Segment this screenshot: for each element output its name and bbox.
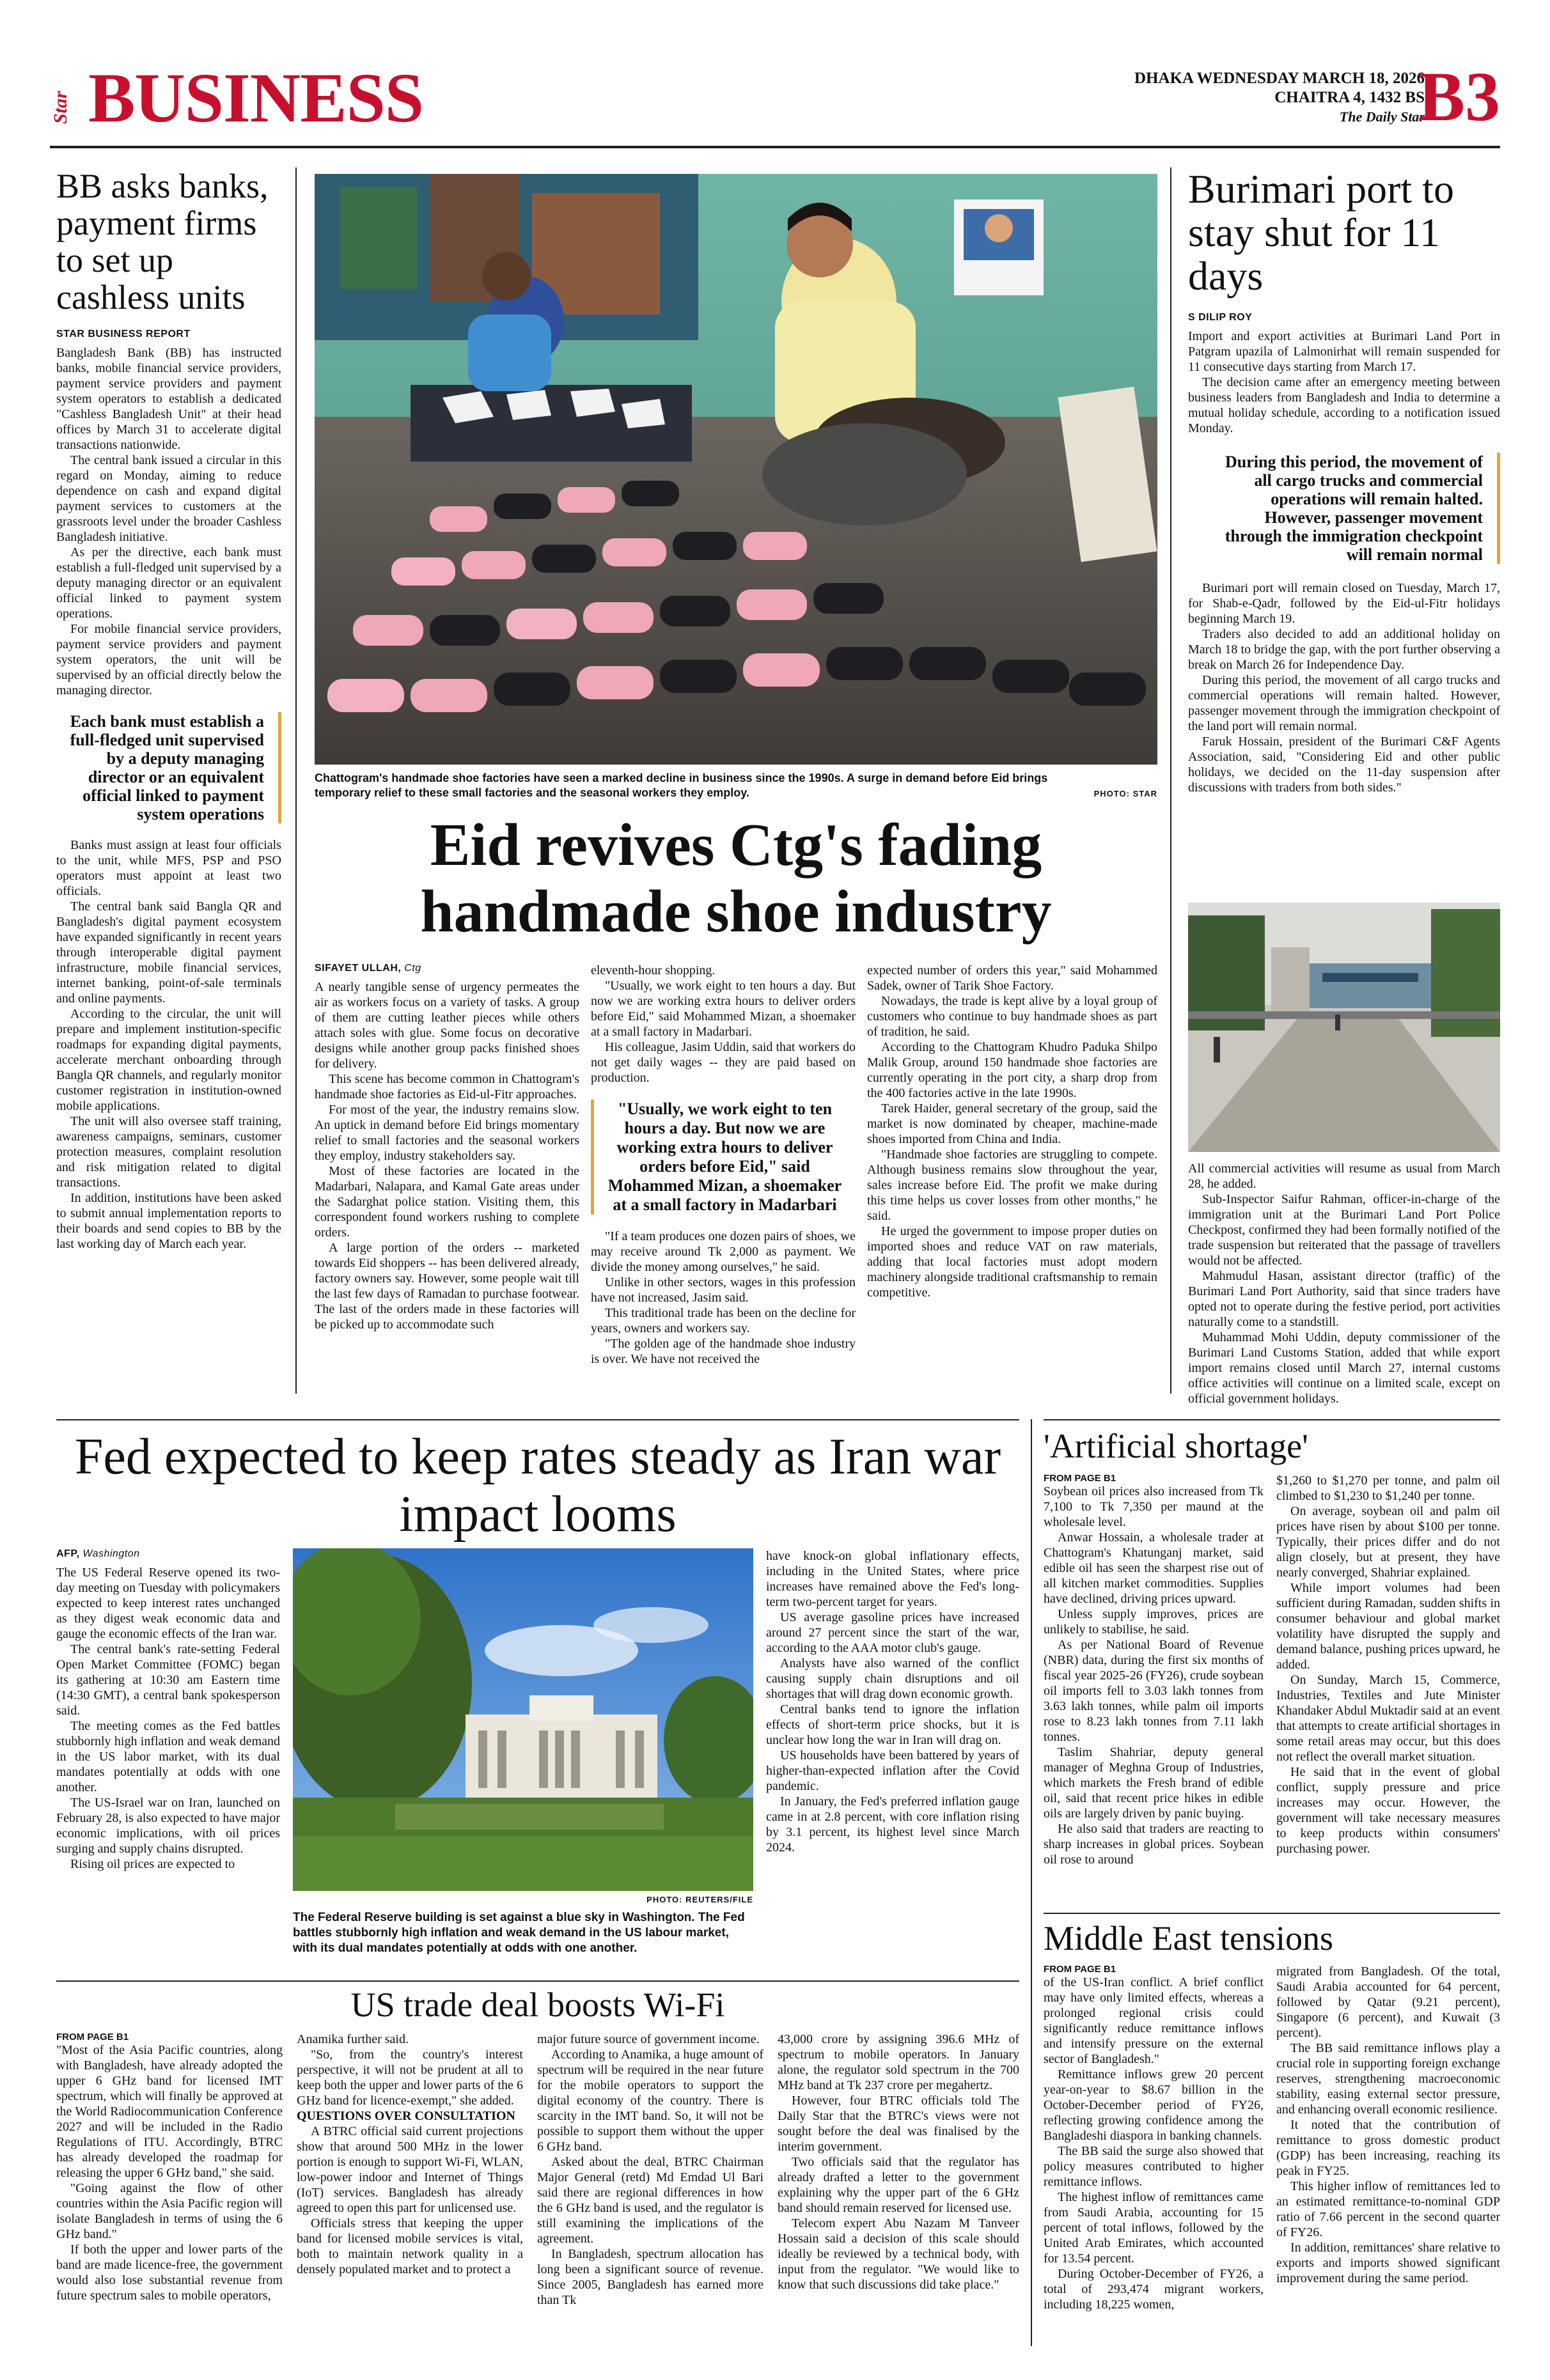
shoe-body-2a — [591, 963, 856, 1085]
paper-name: The Daily Star — [1339, 109, 1425, 125]
paragraph: Anamika further said. — [297, 2032, 409, 2046]
paragraph: "Usually, we work eight to ten hours a day. But now we are working extra hours to deliver orders before Eid," said Mohammed Mizan, a shoemaker at a small factory in Madarbari. — [591, 979, 856, 1039]
wifi-body-4 — [778, 2032, 1019, 2292]
paragraph: In addition, remittances' share relative to exports and imports showed significant improvement during the same period. — [1276, 2241, 1500, 2285]
paragraph: expected number of orders this year," said Mohammed Sadek, owner of Tarik Shoe Factory. — [867, 963, 1157, 993]
fed-body-3 — [766, 1548, 1019, 1855]
paragraph: In Bangladesh, spectrum allocation has long been a significant source of revenue. Since 2005, Bangladesh has earned more than Tk — [537, 2247, 763, 2307]
paragraph: During October-December of FY26, a total of 293,474 migrant workers, including 18,225 women, — [1044, 2267, 1264, 2312]
paragraph: He urged the government to impose proper duties on imported shoes and reduce VAT on raw materials, adding that local factories must adopt modern machinery alongside traditional craftsmanship to remain competitive. — [867, 1224, 1157, 1300]
paragraph: For mobile financial service providers, payment service providers and payment system operators, the unit will be supervised by an official directly below the managing director. — [56, 622, 281, 697]
paragraph: "Going against the flow of other countries within the Asia Pacific region will isolate Bangladesh in terms of using the 6 GHz band." — [56, 2181, 283, 2241]
burimari-port-image — [1188, 903, 1500, 1152]
paragraph: Telecom expert Abu Nazam M Tanveer Hossain said a decision of this scale should ideally be reviewed by a technical body, with input from the regulator. "We would like to know that such discussions did take place." — [778, 2216, 1019, 2292]
byline-name: AFP, — [56, 1548, 80, 1559]
wifi-col-1 — [56, 2032, 283, 2303]
section-rule — [1044, 1913, 1500, 1914]
burimari-body-b — [1188, 580, 1500, 795]
paragraph: According to the Chattogram Khudro Paduka Shilpo Malik Group, around 150 handmade shoe factories are currently operating in the port city, a sharp drop from the 400 factories active in the late 1990s. — [867, 1040, 1157, 1100]
byline-location: Ctg — [404, 963, 421, 974]
wifi-body-1 — [56, 2042, 283, 2303]
mideast-from-label: FROM PAGE B1 — [1044, 1964, 1116, 1975]
paragraph: Rising oil prices are expected to — [70, 1857, 235, 1871]
burimari-pull-quote: During this period, the movement of all cargo trucks and commercial operations will remain halted. However, passenger movement through the immigration checkpoint will remain normal — [1214, 453, 1500, 564]
paragraph: On average, soybean oil and palm oil prices have risen by about $100 per tonne. Typically, their prices differ and do not align closely, but at present, they have nearly converged, Shahriar explained. — [1276, 1504, 1500, 1580]
paragraph: He said that in the event of global conflict, supply pressure and price increases may occur. However, the government will take necessary measures to keep products within consumers' purchasing power. — [1276, 1765, 1500, 1856]
paragraph: Mahmudul Hasan, assistant director (traffic) of the Burimari Land Port Authority, said that since traders have opted not to operate during the festive period, port activities naturally come to a standstill. — [1188, 1269, 1500, 1329]
section-rule — [1044, 1419, 1500, 1420]
paragraph: Anwar Hossain, a wholesale trader at Chattogram's Khatunganj market, said edible oil has seen the sharpest rise out of all kitchen market commodities. Supplies have declined, driving prices upward. — [1044, 1530, 1264, 1606]
bb-body-b — [56, 837, 281, 1252]
paragraph: The unit will also oversee staff training, awareness campaigns, seminars, customer protection measures, complaint resolution and risk mitigation related to digital transactions. — [56, 1114, 281, 1190]
burimari-body-c — [1188, 1161, 1500, 1406]
section-rule — [56, 1419, 1019, 1420]
paragraph: Unless supply improves, prices are unlikely to stabilise, he said. — [1044, 1607, 1264, 1637]
paragraph: have knock-on global inflationary effects, including in the United States, where price increases have remained above the Fed's long-term two-percent target for years. — [766, 1549, 1019, 1609]
paragraph: Two officials said that the regulator has already drafted a letter to the government explaining why the upper part of the 6 GHz band should remain reserved for licensed use. — [778, 2155, 1019, 2215]
paragraph: While import volumes had been sufficient during Ramadan, sudden shifts in consumer behaviour and global market volatility have disrupted the supply and demand balance, pushing prices upward, he added. — [1276, 1581, 1500, 1672]
paragraph: The BB said the surge also showed that policy measures contributed to higher remittance inflows. — [1044, 2144, 1264, 2189]
paragraph: US average gasoline prices have increased around 27 percent since the start of the war, according to the AAA motor club's gauge. — [766, 1610, 1019, 1655]
paragraph: Analysts have also warned of the conflict causing supply chain disruptions and oil shortages that will drag down economic growth. — [766, 1656, 1019, 1701]
paragraph: of the US-Iran conflict. A brief conflict may have only limited effects, whereas a prolonged regional crisis could significantly reduce remittance inflows and intensify pressure on the external sector of Bangladesh." — [1044, 1975, 1264, 2066]
shoe-pull-quote: "Usually, we work eight to ten hours a day. But now we are working extra hours to deliver orders before Eid," said Mohammed Mizan, a shoemaker at a small factory in Madarbari — [591, 1100, 856, 1215]
byline-name: SIFAYET ULLAH, — [315, 963, 402, 974]
fed-byline — [56, 1548, 280, 1560]
paragraph: Unlike in other sectors, wages in this profession have not increased, Jasim said. — [591, 1275, 856, 1305]
date-text: DHAKA WEDNESDAY MARCH 18, 2026 — [1134, 70, 1425, 87]
paragraph: According to Anamika, a huge amount of spectrum will be required in the near future for the mobile operators to support the digital economy of the country. There is scarcity in the IMT band. So, it will not be possible to support them without the upper 6 GHz band. — [537, 2048, 763, 2154]
paragraph: Most of these factories are located in the Madarbari, Nalapara, and Kamal Gate areas under the Sadarghat police station. Visiting them, this correspondent found workers rushing to complete orders. — [315, 1164, 579, 1240]
wifi-body-3 — [537, 2032, 763, 2308]
paragraph: The US Federal Reserve opened its two-day meeting on Tuesday with policymakers expected to keep interest rates unchanged as they digest weak economic data and gauge the economic effects of the Iran war. — [56, 1566, 280, 1641]
paragraph: According to the circular, the unit will prepare and implement institution-specific roadmaps for expanding digital payments, accelerate merchant onboarding through Bangla QR channels, and regularly monitor customer registration in institution-owned mobile applications. — [56, 1007, 281, 1113]
paragraph: A nearly tangible sense of urgency permeates the air as workers focus on a variety of tasks. A group of them are cutting leather pieces while others attach soles with glue. Some focus on decorative designs while another group packs finished shoes for delivery. — [315, 980, 579, 1071]
fed-credit: PHOTO: REUTERS/FILE — [646, 1895, 753, 1904]
paragraph: "Most of the Asia Pacific countries, along with Bangladesh, have already adopted the upper 6 GHz band for licensed IMT spectrum, which will finally be approved at the World Radiocommunication Conference 2027 and will be included in the Radio Regulations of ITU. Accordingly, BTRC has already developed the roadmap for releasing the upper 6 GHz band," she said. — [56, 2043, 283, 2180]
paragraph: This scene has become common in Chattogram's handmade shoe factories as Eid-ul-Fitr approaches. — [315, 1072, 579, 1101]
paragraph: Officials stress that keeping the upper band for licensed mobile services is vital, both to maintain network quality in a densely populated market and to protect a — [297, 2216, 523, 2276]
paragraph: During this period, the movement of all cargo trucks and commercial operations will remain halted. However, passenger movement through the immigration checkpoint of the land port will remain normal. — [1188, 673, 1500, 733]
paragraph: Faruk Hossain, president of the Burimari C&F Agents Association, said, "Considering Eid and other public holidays, we decided on the 11-day suspension after discussions with traders from both sides." — [1188, 735, 1500, 795]
bb-headline: BB asks banks, payment firms to set up cashless units — [56, 167, 269, 316]
shoe-body-1 — [315, 979, 579, 1332]
bb-pull-quote: Each bank must establish a full-fledged unit supervised by a deputy managing director or an equivalent official linked to payment system operations — [56, 712, 281, 823]
mideast-headline: Middle East tensions — [1044, 1919, 1333, 1957]
wifi-body-2 — [297, 2032, 523, 2277]
paragraph: He also said that traders are reacting to sharp increases in global prices. Soybean oil rose to around — [1044, 1822, 1264, 1867]
shoe-byline — [315, 963, 579, 974]
paragraph: This traditional trade has been on the decline for years, owners and workers say. — [591, 1306, 856, 1335]
paragraph: "So, from the country's interest perspective, it will not be prudent at all to keep both the upper and lower parts of the 6 GHz band for licence-exempt," she added. — [297, 2048, 523, 2108]
paragraph: As per National Board of Revenue (NBR) data, during the first six months of fiscal year 2025-26 (FY26), crude soybean oil imports fell to 3.03 lakh tonnes from 3.63 lakh tonnes, while palm oil imports rose to 8.23 lakh tonnes from 7.11 lakh tonnes. — [1044, 1638, 1264, 1744]
bb-body-a — [56, 345, 281, 698]
paragraph: The central bank issued a circular in this regard on Monday, aiming to reduce dependence on cash and expand digital payment services to customers at the grassroots level under the broader Cashless Bangladesh initiative. — [56, 453, 281, 544]
paragraph: Remittance inflows grew 20 percent year-on-year to $8.67 billion in the October-December period of FY26, reflecting growing confidence among the Bangladeshi diaspora in banking channels. — [1044, 2067, 1264, 2143]
fed-col-3 — [766, 1548, 1019, 1855]
paragraph: In January, the Fed's preferred inflation gauge came in at 2.8 percent, with core inflation rising by 3.1 percent, its highest level since March 2024. — [766, 1794, 1019, 1855]
paragraph: It noted that the contribution of remittance to gross domestic product (GDP) has been increasing, reaching its peak in FY25. — [1276, 2118, 1500, 2178]
wifi-from-label: FROM PAGE B1 — [56, 2032, 129, 2042]
mideast-body-1 — [1044, 1975, 1264, 2312]
paragraph: The US-Israel war on Iran, launched on February 28, is also expected to have major economic implications, with oil prices surging and supply chains disrupted. — [56, 1796, 280, 1856]
paragraph: Asked about the deal, BTRC Chairman Major General (retd) Md Emdad Ul Bari said there are regional differences in how the 6 GHz band is used, and the regulator is still examining the implications of the agreement. — [537, 2155, 763, 2246]
paragraph: Tarek Haider, general secretary of the group, said the market is now dominated by cheaper, machine-made shoes imported from China and India. — [867, 1101, 1157, 1146]
shoe-body-3 — [867, 963, 1157, 1300]
paragraph: For most of the year, the industry remains slow. An uptick in demand before Eid brings momentary relief to small factories and the seasonal workers they employ, industry stakeholders say. — [315, 1103, 579, 1163]
paragraph: $1,260 to $1,270 per tonne, and palm oil climbed to $1,230 to $1,240 per tonne. — [1276, 1474, 1500, 1503]
paragraph: The meeting comes as the Fed battles stubbornly high inflation and weak demand in the US labor market, with its dual mandates potentially at odds with one another. — [56, 1719, 280, 1794]
paragraph: Taslim Shahriar, deputy general manager of Meghna Group of Industries, which markets the Fresh brand of edible oil, said that recent price hikes in edible oils are largely driven by panic buying. — [1044, 1745, 1264, 1821]
paragraph: Banks must assign at least four officials to the unit, while MFS, PSP and PSO operators must appoint at least two officials. — [56, 838, 281, 898]
paragraph: This higher inflow of remittances led to an estimated remittance-to-nominal GDP ratio of 7.66 percent in the second quarter of FY26. — [1276, 2179, 1500, 2239]
byline-location: Washington — [82, 1548, 140, 1559]
paragraph: Import and export activities at Burimari Land Port in Patgram upazila of Lalmonirhat will remain suspended for 11 consecutive days starting from March 17. — [1188, 329, 1500, 374]
fed-body-1 — [56, 1565, 280, 1872]
paragraph: A large portion of the orders -- marketed towards Eid shoppers -- has been delivered already, factory owners say. However, some people wait till the last few days of Ramadan to purchase footwear. The last of the orders made in these factories will be picked up to accommodate such — [315, 1241, 579, 1332]
paragraph: The decision came after an emergency meeting between business leaders from Bangladesh and India to determine a mutual holiday schedule, according to a notification issued Monday. — [1188, 375, 1500, 435]
mideast-col-2 — [1276, 1964, 1500, 2286]
paragraph: In addition, institutions have been asked to submit annual implementation reports to their boards and send copies to BB by the last working day of March each year. — [56, 1191, 281, 1251]
dateline — [1134, 69, 1425, 127]
shoe-col-2 — [591, 963, 856, 1367]
paragraph: Central banks tend to ignore the inflation effects of short-term price shocks, but it is unclear how long the war in Iran will drag on. — [766, 1702, 1019, 1747]
paragraph: major future source of government income. — [537, 2032, 760, 2046]
wifi-col-4 — [778, 2032, 1019, 2292]
section-title: BUSINESS — [88, 59, 423, 137]
shoe-factory-photo — [315, 174, 1157, 765]
bangla-date: CHAITRA 4, 1432 BS — [1274, 89, 1425, 106]
page-number: B3 — [1418, 58, 1500, 136]
shortage-body-2 — [1276, 1473, 1500, 1856]
wifi-headline: US trade deal boosts Wi-Fi — [350, 1986, 725, 2024]
paragraph: US households have been battered by years of higher-than-expected inflation after the Covid pandemic. — [766, 1748, 1019, 1793]
burimari-port-photo — [1188, 903, 1500, 1152]
paragraph: Nowadays, the trade is kept alive by a loyal group of customers who continue to buy handmade shoes as part of tradition, he said. — [867, 994, 1157, 1039]
paragraph: As per the directive, each bank must establish a full-fledged unit supervised by a deputy managing director or an equivalent official linked to payment system operations. — [56, 545, 281, 621]
paragraph: His colleague, Jasim Uddin, said that workers do not get daily wages -- they are paid based on production. — [591, 1040, 856, 1085]
paragraph: The highest inflow of remittances came from Saudi Arabia, accounting for 15 percent of total inflows, followed by the United Arab Emirates, which accounted for 13.54 percent. — [1044, 2190, 1264, 2266]
shoe-caption: Chattogram's handmade shoe factories have seen a marked decline in business since the 1990s. A surge in demand before Eid brings temporary relief to these small factories and the seasonal workers they employ. — [315, 772, 1048, 799]
paragraph: Traders also decided to add an additional holiday on March 18 to bridge the gap, with the port further observing a break on March 26 for Independence Day. — [1188, 627, 1500, 672]
federal-reserve-image — [293, 1548, 753, 1891]
paragraph: However, four BTRC officials told The Daily Star that the BTRC's views were not sought before the deal was finalised by the interim government. — [778, 2094, 1019, 2154]
wifi-col-3 — [537, 2032, 763, 2308]
shortage-col-1 — [1044, 1473, 1264, 1867]
paragraph: "If a team produces one dozen pairs of shoes, we may receive around Tk 2,000 as payment. We divide the money among ourselves," he said. — [591, 1229, 856, 1274]
paragraph: Muhammad Mohi Uddin, deputy commissioner of the Burimari Land Customs Station, added that while export import remains closed until March 27, internal customs office activities will continue on a limited scale, except on official government holidays. — [1188, 1330, 1500, 1406]
paragraph: eleventh-hour shopping. — [591, 963, 716, 977]
paragraph: If both the upper and lower parts of the band are made licence-free, the government would also lose substantial revenue from future spectrum sales to mobile operators, — [56, 2243, 283, 2303]
shortage-col-2 — [1276, 1473, 1500, 1856]
fed-headline: Fed expected to keep rates steady as Iran war impact looms — [74, 1429, 1001, 1543]
paragraph: 43,000 crore by assigning 396.6 MHz of spectrum to mobile operators. In January alone, the regulator sold spectrum in the 700 MHz band at Tk 237 crore per megahertz. — [778, 2032, 1019, 2092]
paragraph: Sub-Inspector Saifur Rahman, officer-in-charge of the immigration unit at the Burimari Land Port Police Checkpost, confirmed they had been formally notified of the trade suspension but reiterated that the passage of travellers would not be affected. — [1188, 1192, 1500, 1268]
paragraph: The central bank said Bangla QR and Bangladesh's digital payment ecosystem have expanded significantly in recent years through interoperable digital payment infrastructure, mobile financial services, internet banking, point-of-sale terminals and online payments. — [56, 899, 281, 1006]
paragraph: The BB said remittance inflows play a crucial role in supporting foreign exchange reserves, strengthening macroeconomic stability, easing external sector pressure, and enhancing overall economic resilience. — [1276, 2041, 1500, 2117]
bb-byline: STAR BUSINESS REPORT — [56, 329, 191, 339]
shoe-factory-image — [315, 174, 1157, 765]
fed-building-photo — [293, 1548, 753, 1891]
paragraph: Bangladesh Bank (BB) has instructed banks, mobile financial service providers, payment service providers and payment system operators to establish a dedicated "Cashless Bangladesh Unit" at their head offices by March 31 to accelerate digital transactions nationwide. — [56, 346, 281, 452]
mideast-body-2 — [1276, 1964, 1500, 2286]
fed-caption: The Federal Reserve building is set against a blue sky in Washington. The Fed battles stubbornly high inflation and weak demand in the US labour market, with its dual mandates potentially at odds with one another. — [293, 1911, 745, 1955]
burimari-byline: S DILIP ROY — [1188, 312, 1253, 323]
shoe-credit: PHOTO: STAR — [1093, 789, 1157, 798]
shoe-body-2b — [591, 1229, 856, 1367]
shoe-col-3 — [867, 963, 1157, 1300]
masthead — [50, 58, 1500, 147]
mideast-col-1 — [1044, 1964, 1264, 2312]
column-rule — [295, 167, 297, 1394]
paragraph: The central bank's rate-setting Federal Open Market Committee (FOMC) began its gathering at 10:30 am Eastern time (14:30 GMT), a central bank spokesperson said. — [56, 1642, 280, 1718]
column-rule — [1170, 167, 1171, 1394]
paragraph: "Handmade shoe factories are struggling to compete. Although business remains slow throughout the year, sales increase before Eid. The profit we make during this time helps us cover losses from other months," he said. — [867, 1147, 1157, 1223]
paragraph: All commercial activities will resume as usual from March 28, he added. — [1188, 1162, 1500, 1191]
paragraph: Burimari port will remain closed on Tuesday, March 17, for Shab-e-Qadr, followed by the Eid-ul-Fitr holidays beginning March 19. — [1188, 581, 1500, 626]
bb-article — [56, 167, 281, 1252]
shortage-headline: 'Artificial shortage' — [1044, 1427, 1308, 1465]
brand-logo: Star — [50, 91, 71, 124]
shortage-from-label: FROM PAGE B1 — [1044, 1473, 1116, 1484]
paragraph: migrated from Bangladesh. Of the total, Saudi Arabia accounted for 64 percent, followed by Qatar (9.21 percent), Singapore (6 percent), and Kuwait (3 percent). — [1276, 1964, 1500, 2040]
subheading: QUESTIONS OVER CONSULTATION — [297, 2109, 515, 2123]
paragraph: On Sunday, March 15, Commerce, Industries, Textiles and Jute Minister Khandaker Abdul Muktadir said at an event that attempts to create artificial shortages in some retail areas may occur, but this does not reflect the overall market situation. — [1276, 1673, 1500, 1764]
shoe-col-1 — [315, 963, 579, 1332]
burimari-article — [1188, 167, 1500, 795]
wifi-col-2 — [297, 2032, 523, 2277]
paragraph: "The golden age of the handmade shoe industry is over. We have not received the — [591, 1337, 856, 1366]
paragraph: Soybean oil prices also increased from Tk 7,100 to Tk 7,350 per maund at the wholesale level. — [1044, 1484, 1264, 1529]
fed-col-1 — [56, 1548, 280, 1872]
masthead-rule — [50, 146, 1500, 148]
shoe-headline: Eid revives Ctg's fading handmade shoe industry — [420, 812, 1052, 945]
column-rule — [1031, 1419, 1032, 2346]
paragraph: A BTRC official said current projections show that around 500 MHz in the lower portion is enough to support Wi-Fi, WLAN, low-power indoor and Internet of Things (IoT) services. Bangladesh has already agreed to open this part for unlicensed use. — [297, 2124, 523, 2215]
burimari-headline: Burimari port to stay shut for 11 days — [1188, 166, 1454, 299]
burimari-body-a — [1188, 329, 1500, 436]
shortage-body-1 — [1044, 1484, 1264, 1867]
section-rule — [56, 1980, 1019, 1982]
